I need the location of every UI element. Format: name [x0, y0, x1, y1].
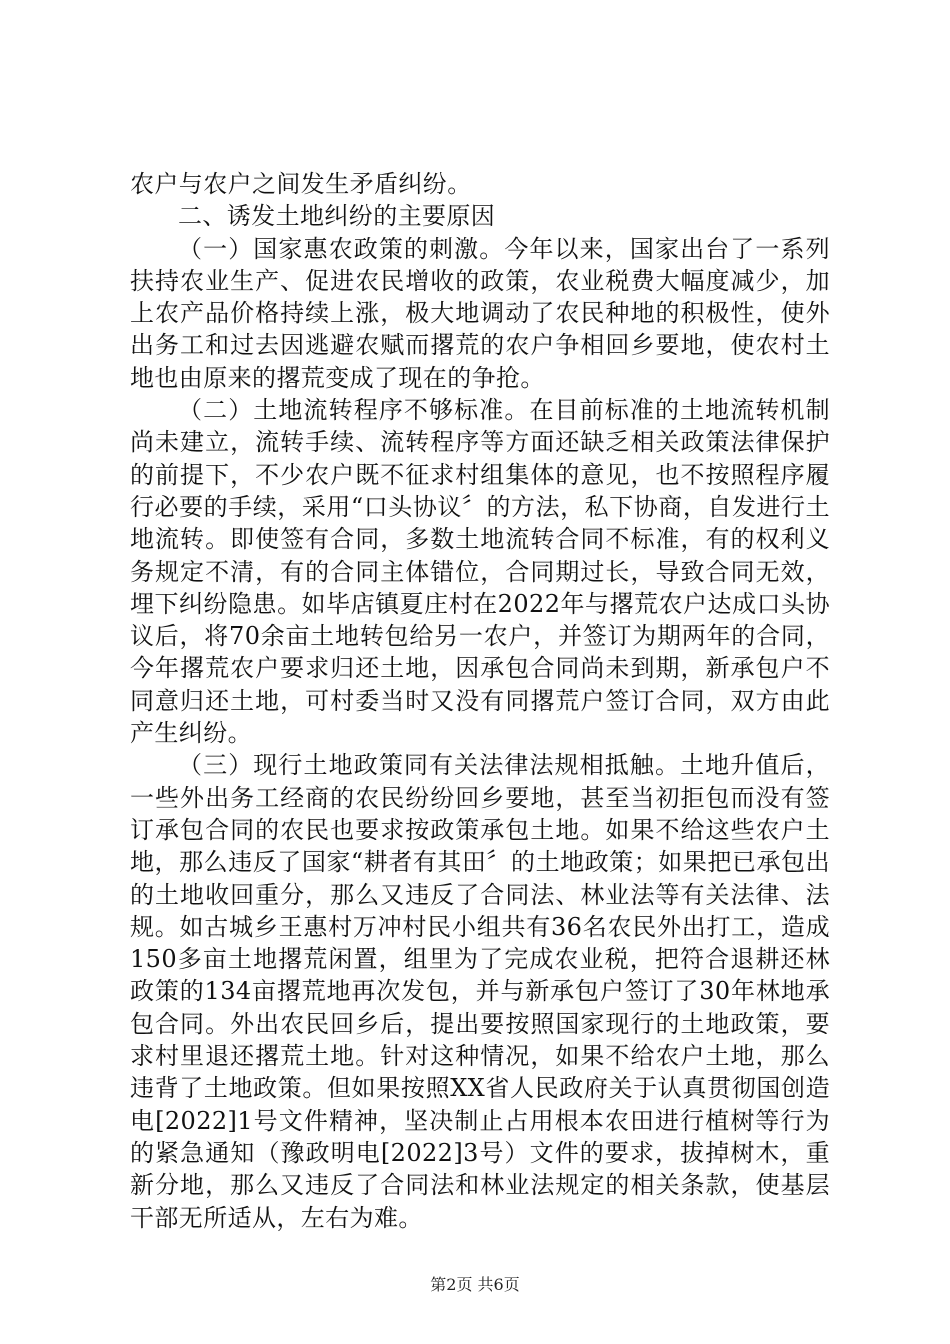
- document-body: [130, 168, 830, 1234]
- paragraph-policy-stimulus: （一）国家惠农政策的刺激。今年以来，国家出台了一系列扶持农业生产、促进农民增收的政策，农业税费大幅度减少，加上农产品价格持续上涨，极大地调动了农民种地的积极性，使外出务工和过去因逃避农赋而撂荒的农户争相回乡要地，使农村土地也由原来的撂荒变成了现在的争抢。: [130, 234, 830, 392]
- section-heading: 二、诱发土地纠纷的主要原因: [178, 202, 496, 231]
- page-number-footer: 第2页 共6页: [430, 1275, 520, 1294]
- paragraph-continuation: 农户与农户之间发生矛盾纠纷。: [130, 170, 472, 198]
- paragraph-policy-conflict: （三）现行土地政策同有关法律法规相抵触。土地升值后，一些外出务工经商的农民纷纷回乡要地，甚至当初拒包而没有签订承包合同的农民也要求按政策承包土地。如果不给这些农户土地，那么违反了国家“耕者有其田〞的土地政策；如果把已承包出的土地收回重分，那么又违反了合同法、林业法等有关法律、法规。如古城乡王惠村万冲村民小组共有36名农民外出打工，造成150多亩土地撂荒闲置，组里为了完成农业税，把符合退耕还林政策的134亩撂荒地再次发包，并与新承包户签订了30年林地承包合同。外出农民回乡后，提出要按照国家现行的土地政策，要求村里退还撂荒土地。针对这种情况，如果不给农户土地，那么违背了土地政策。但如果按照XX省人民政府关于认真贯彻国创造电[2022]1号文件精神，坚决制止占用根本农田进行植树等行为的紧急通知（豫政明电[2022]3号）文件的要求，拔掉树木，重新分地，那么又违反了合同法和林业法规定的相关条款，使基层干部无所适从，左右为难。: [130, 751, 830, 1232]
- paragraph-transfer-procedure: （二）土地流转程序不够标准。在目前标准的土地流转机制尚未建立，流转手续、流转程序等方面还缺乏相关政策法律保护的前提下，不少农户既不征求村组集体的意见，也不按照程序履行必要的手续，采用“口头协议〞的方法，私下协商，自发进行土地流转。即使签有合同，多数土地流转合同不标准，有的权利义务规定不清，有的合同主体错位，合同期过长，导致合同无效，埋下纠纷隐患。如毕店镇夏庄村在2022年与撂荒农户达成口头协议后，将70余亩土地转包给另一农户，并签订为期两年的合同，今年撂荒农户要求归还土地，因承包合同尚未到期，新承包户不同意归还土地，可村委当时又没有同撂荒户签订合同，双方由此产生纠纷。: [130, 396, 830, 748]
